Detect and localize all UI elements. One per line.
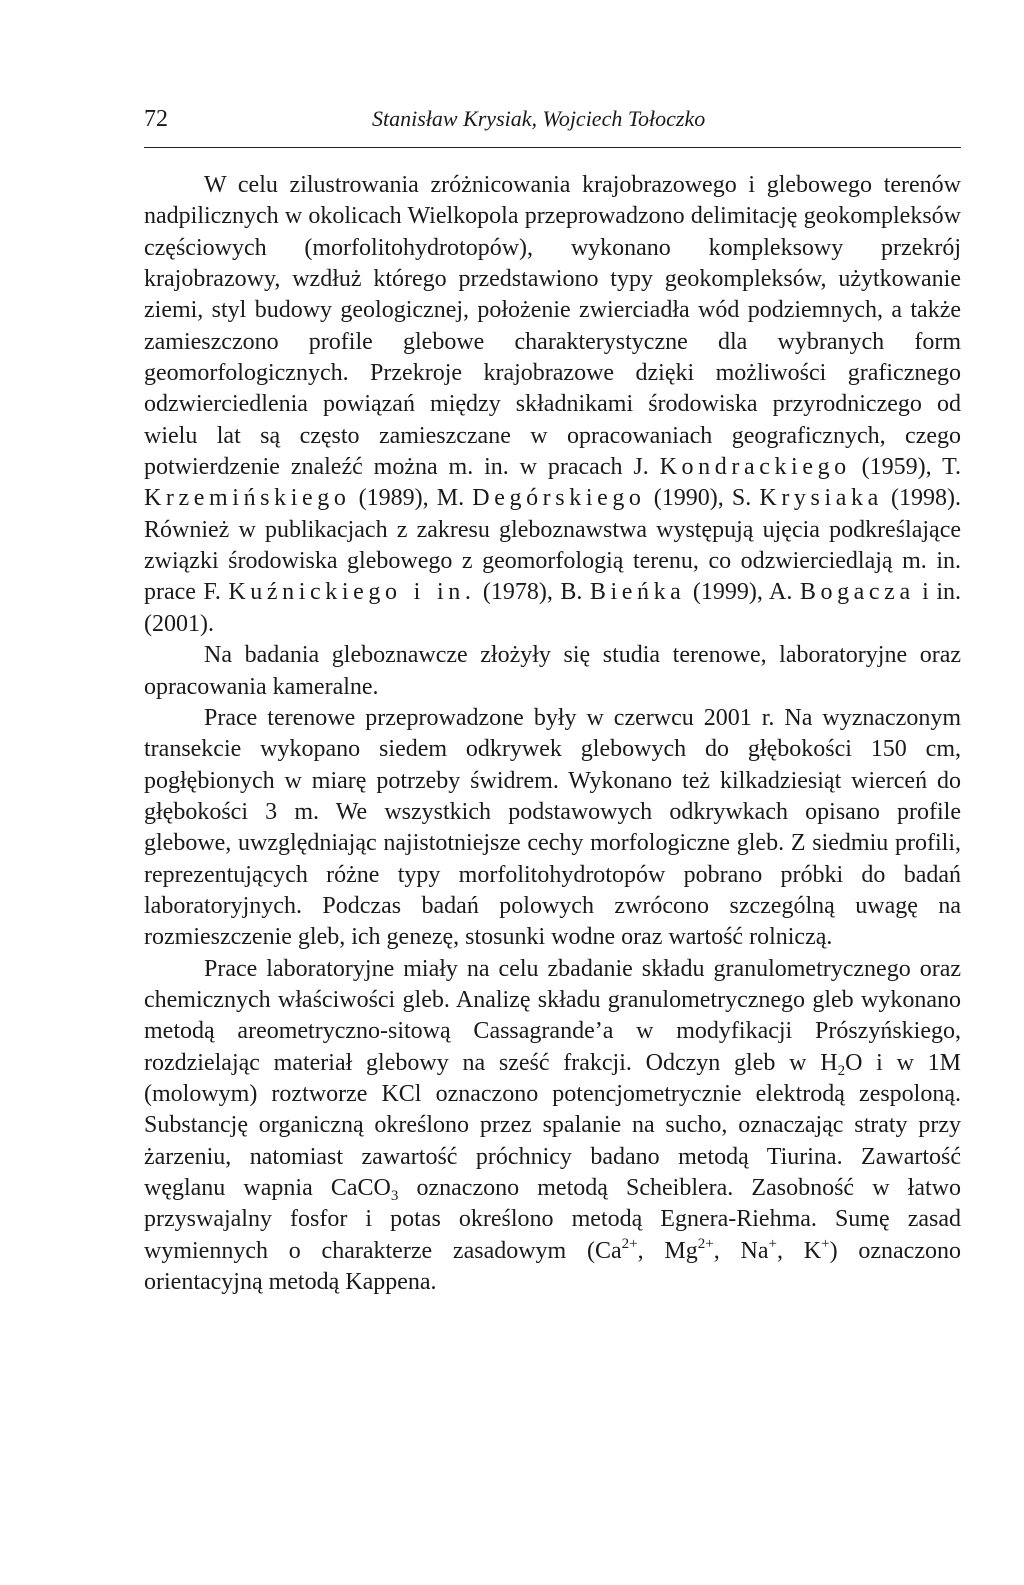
- text-run: (1989), M.: [350, 485, 473, 512]
- text-run: ) oznaczono orientacyjną metodą Kappena.: [144, 1237, 961, 1296]
- text-run: (1998). Również w publikacjach z zakresu gleboznawstwa występują ujęcia podkreślające związki środowiska glebowego z geomorfologią terenu, co odzwierciedlają m. in. prace F.: [144, 485, 962, 606]
- subscript: 2: [837, 1062, 846, 1079]
- cited-author: Bogacza: [799, 579, 915, 606]
- cited-author: Kuźnickiego i in.: [228, 579, 476, 606]
- superscript: +: [821, 1235, 830, 1252]
- running-head: Stanisław Krysiak, Wojciech Tołoczko: [372, 106, 706, 131]
- text-run: (1978), B.: [475, 579, 590, 606]
- text-run: , Mg: [637, 1237, 698, 1264]
- cited-author: Kondrackiego: [659, 454, 851, 481]
- cited-author: Degórskiego: [472, 485, 646, 512]
- page-number: 72: [144, 106, 168, 132]
- paragraph-laboratory: [144, 954, 961, 1299]
- text-run: , K: [777, 1237, 822, 1264]
- paragraph-fieldwork: Prace terenowe przeprowadzone były w czerwcu 2001 r. Na wyznaczonym transekcie wykopano siedem odkrywek glebowych do głębokości 150 cm, pogłębionych w miarę potrzeby świdrem. Wykonano też kilkadziesiąt wierceń do głębokości 3 m. We wszystkich podstawowych odkrywkach opisano profile glebowe, uwzględniając najistotniejsze cechy morfologiczne gleb. Z siedmiu profili, reprezentujących różne typy morfolitohydrotopów pobrano próbki do badań laboratoryjnych. Podczas badań polowych zwrócono szczególną uwagę na rozmieszczenie gleb, ich genezę, stosunki wodne oraz wartość rolniczą.: [144, 704, 961, 951]
- text-run: O i w 1M (molowym) roztworze KCl oznaczono potencjometrycznie elektrodą zespoloną. Substancję organiczną określono przez spalanie na sucho, oznaczając straty przy żarzeniu, natomiast zawartość próchnicy badano metodą Tiurina. Zawartość węglanu wapnia CaCO: [144, 1049, 962, 1201]
- paragraph-intro: [144, 170, 961, 640]
- cited-author: Krysiaka: [759, 485, 883, 512]
- text-run: i in. (2001).: [144, 579, 961, 637]
- text-run: (1999), A.: [685, 579, 800, 606]
- text-run: , Na: [713, 1237, 769, 1264]
- text-run: W celu zilustrowania zróżnicowania krajobrazowego i glebowego terenów nadpilicznych w okolicach Wielkopola przeprowadzono delimitację geokompleksów częściowych (morfolitohydrotopów), wykonano kompleksowy przekrój krajobrazowy, wzdłuż którego przedstawiono typy geokompleksów, użytkowanie ziemi, styl budowy geologicznej, położenie zwierciadła wód podziemnych, a także zamieszczono profile glebowe charakterystyczne dla wybranych form geomorfologicznych. Przekroje krajobrazowe dzięki możliwości graficznego odzwierciedlenia powiązań między składnikami środowiska przyrodniczego od wielu lat są często zamieszczane w opracowaniach geograficznych, czego potwierdzenie znaleźć można m. in. w pracach J.: [144, 172, 961, 481]
- paragraph-studies: Na badania gleboznawcze złożyły się studia terenowe, laboratoryjne oraz opracowania kameralne.: [144, 642, 961, 700]
- superscript: 2+: [697, 1235, 714, 1252]
- text-run: oznaczono metodą Scheiblera. Zasobność w łatwo przyswajalny fosfor i potas określono metodą Egnera-Riehma. Sumę zasad wymiennych o charakterze zasadowym (Ca: [144, 1175, 961, 1264]
- superscript: 2+: [621, 1235, 638, 1252]
- page-header: [144, 104, 961, 148]
- text-run: (1959), T.: [850, 454, 962, 481]
- text-run: Prace laboratoryjne miały na celu zbadanie składu granulometrycznego oraz chemicznych właściwości gleb. Analizę składu granulometrycznego gleb wykonano metodą areometryczno-sitową Cassagrande’a w modyfikacji Prószyńskiego, rozdzielając materiał glebowy na sześć frakcji. Odczyn gleb w H: [144, 955, 961, 1076]
- cited-author: Bieńka: [589, 579, 686, 606]
- cited-author: Krzemińskiego: [144, 485, 351, 512]
- text-run: (1990), S.: [645, 485, 760, 512]
- superscript: +: [768, 1235, 777, 1252]
- body-text: [144, 170, 961, 1298]
- subscript: 3: [390, 1188, 399, 1204]
